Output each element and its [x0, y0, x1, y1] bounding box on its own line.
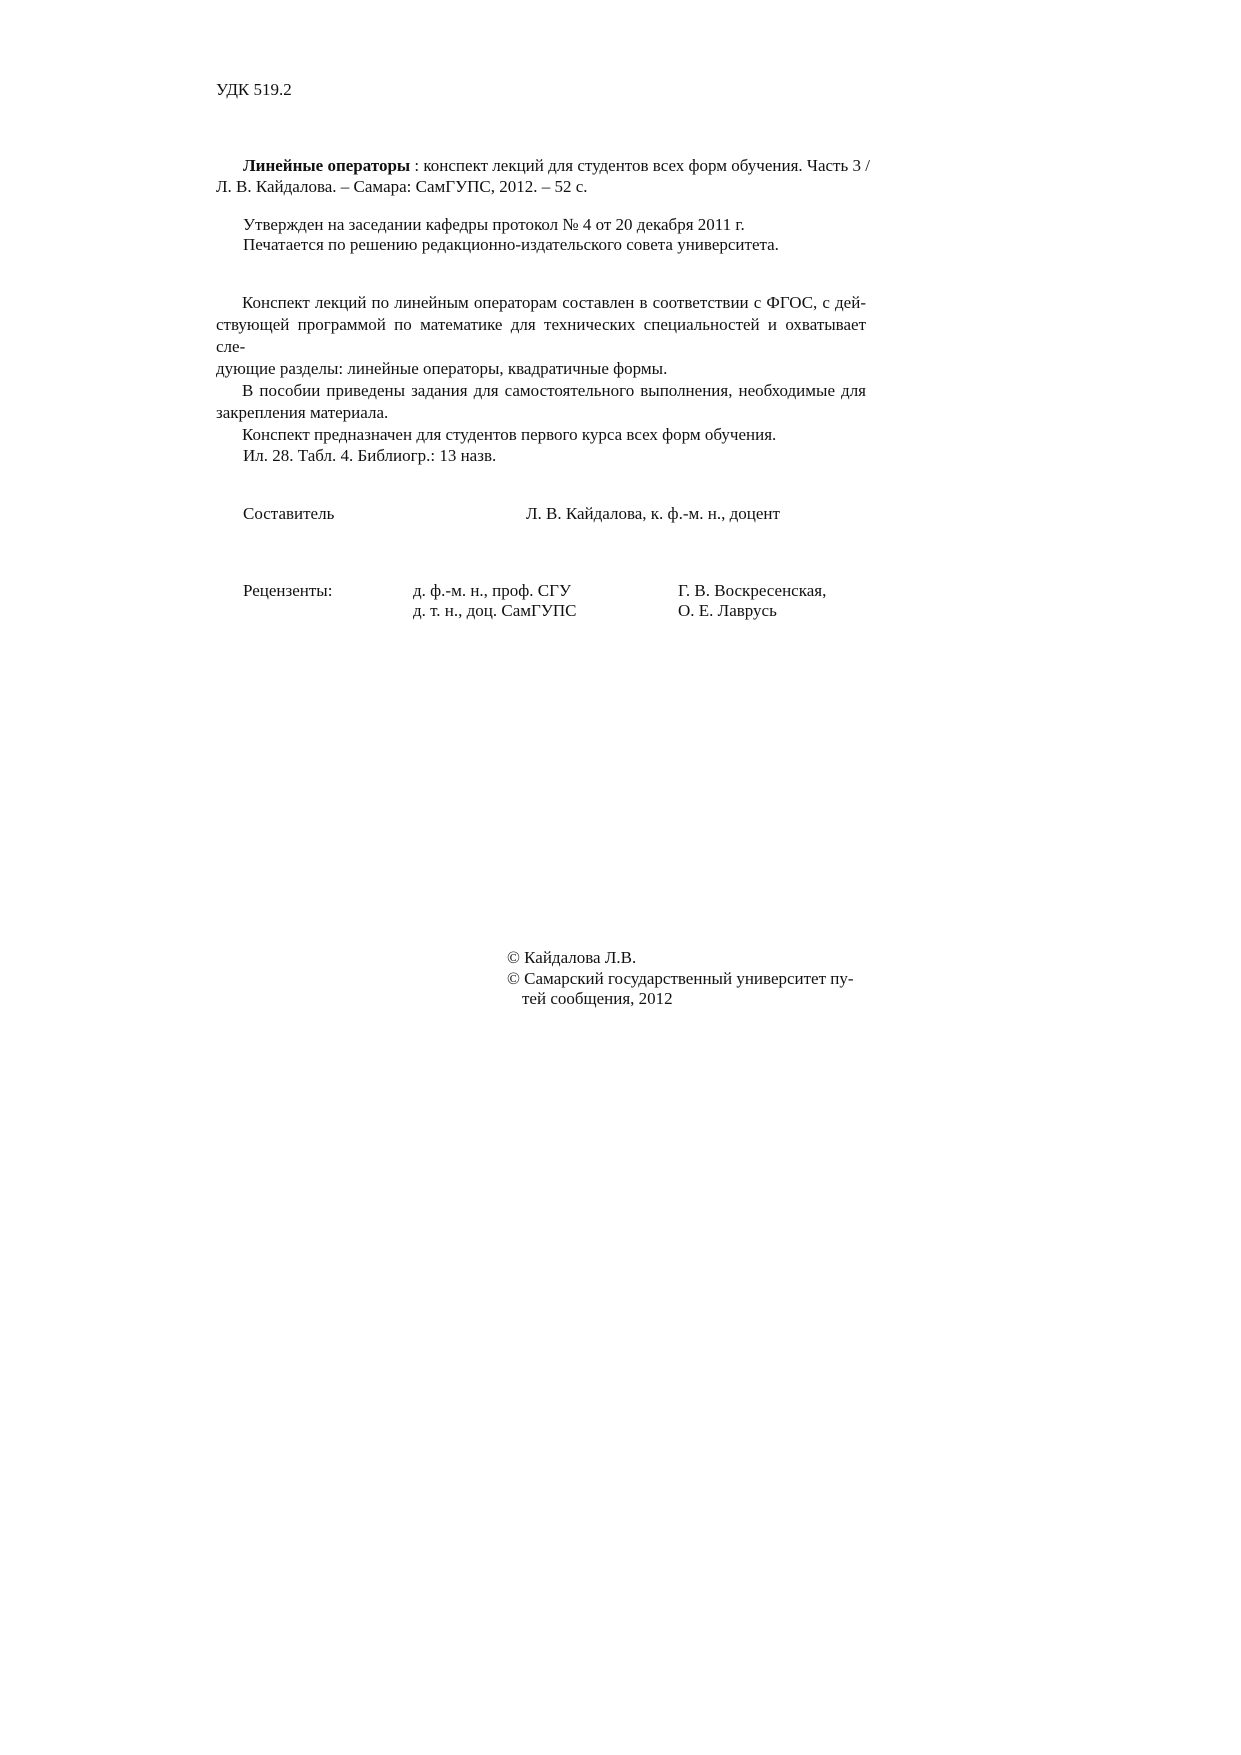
- abstract-p3-line-1: Конспект предназначен для студентов первого курса всех форм обучения.: [242, 425, 777, 444]
- reviewer-name: Г. В. Воскресенская,: [678, 581, 827, 600]
- abstract-p2-line-2: закрепления материала.: [216, 403, 389, 422]
- abstract: [216, 292, 866, 446]
- reviewer-degree: д. т. н., доц. СамГУПС: [413, 601, 577, 620]
- reviewer-name: О. Е. Лаврусь: [678, 601, 777, 620]
- bibliography-line-2: Л. В. Кайдалова. – Самара: СамГУПС, 2012. – 52 с.: [216, 177, 588, 196]
- reviewers-label: Рецензенты:: [243, 581, 333, 600]
- abstract-p1-line-1: Конспект лекций по линейным операторам составлен в соответствии с ФГОС, с дей-: [242, 293, 866, 312]
- compiler-name: Л. В. Кайдалова, к. ф.-м. н., доцент: [526, 504, 780, 523]
- copyright-author: © Кайдалова Л.В.: [507, 948, 637, 967]
- abstract-p1-line-2: ствующей программой по математике для технических специальностей и охватывает сле-: [216, 315, 866, 356]
- print-decision-line: Печатается по решению редакционно-издательского совета университета.: [243, 235, 779, 254]
- bibliography-line-1: [243, 155, 870, 177]
- illustrations-info: Ил. 28. Табл. 4. Библиогр.: 13 назв.: [243, 446, 497, 465]
- bibliography-description: : конспект лекций для студентов всех форм обучения. Часть 3 /: [410, 156, 870, 175]
- approval-line: Утвержден на заседании кафедры протокол № 4 от 20 декабря 2011 г.: [243, 215, 745, 234]
- abstract-p2-line-1: В пособии приведены задания для самостоятельного выполнения, необходимые для: [242, 381, 866, 400]
- copyright-university: © Самарский государственный университет пу-: [507, 969, 854, 988]
- abstract-p1-line-3: дующие разделы: линейные операторы, квадратичные формы.: [216, 359, 668, 378]
- copyright-university-cont: тей сообщения, 2012: [522, 989, 673, 1008]
- book-title: Линейные операторы: [243, 156, 411, 175]
- udk-code: УДК 519.2: [216, 80, 292, 99]
- compiler-label: Составитель: [243, 504, 335, 523]
- reviewer-degree: д. ф.-м. н., проф. СГУ: [413, 581, 571, 600]
